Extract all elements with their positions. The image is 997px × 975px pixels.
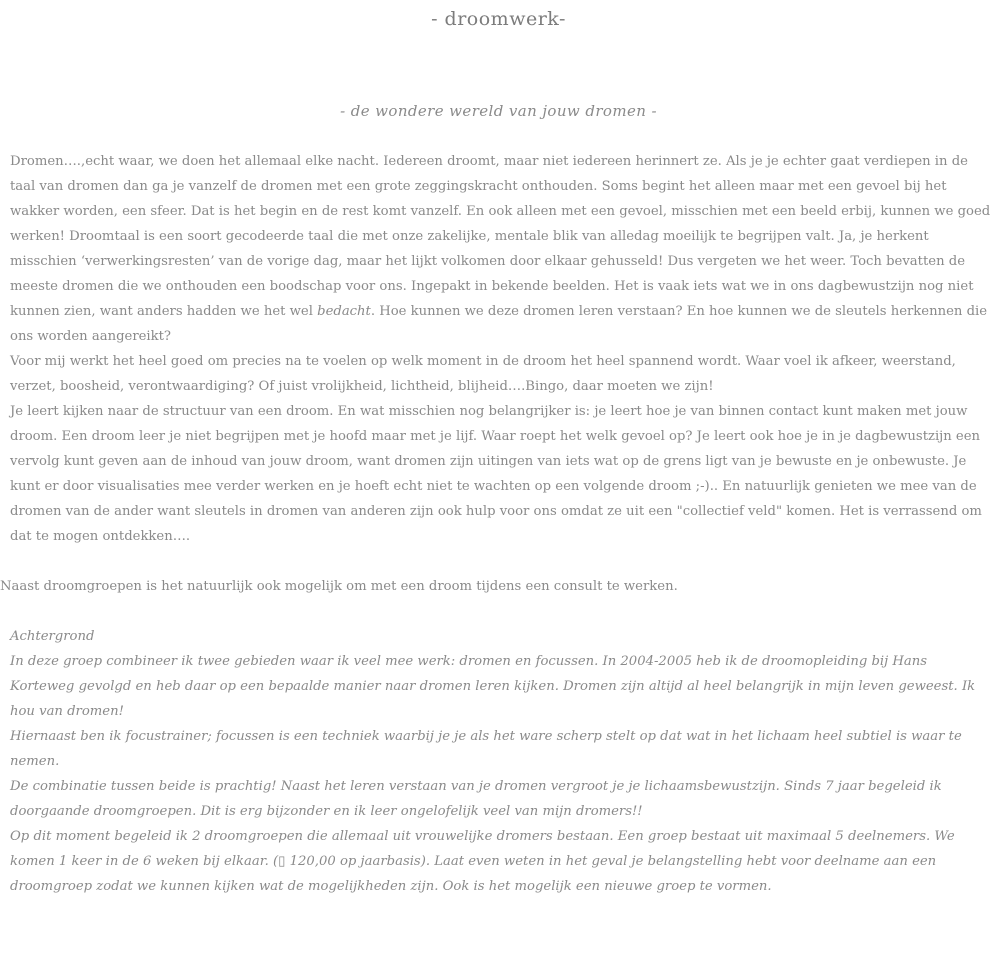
background-paragraph-3: De combinatie tussen beide is prachtig! Naast het leren verstaan van je dromen vergroot je je lichaamsbewustzijn. Sinds 7 jaar begeleid ik doorgaande droomgroepen. Dit is erg bijzonder en ik leer ongelofelijk veel van mijn dromers!!: [10, 779, 942, 819]
consult-paragraph: Naast droomgroepen is het natuurlijk ook mogelijk om met een droom tijdens een consult te werken.: [0, 579, 678, 594]
intro-text: [10, 149, 992, 549]
intro-paragraph-2: Voor mij werkt het heel goed om precies na te voelen op welk moment in de droom het heel spannend wordt. Waar voel ik afkeer, weerstand, verzet, boosheid, verontwaardiging? Of juist vrolijkheid, lichtheid, blijheid….Bingo, daar moeten we zijn!: [10, 354, 956, 394]
intro-paragraph-1-end: . Hoe kunnen we deze dromen leren verstaan? En hoe kunnen we de sleutels herkennen die ons worden aangereikt?: [10, 304, 988, 344]
page-subtitle: - de wondere wereld van jouw dromen -: [340, 102, 657, 120]
background-paragraph-4: Op dit moment begeleid ik 2 droomgroepen die allemaal uit vrouwelijke dromers bestaan. Een groep bestaat uit maximaal 5 deelnemers. We komen 1 keer in de 6 weken bij elkaar. (▯ 120,00 op jaarbasis). Laat even weten in het geval je belangstelling hebt voor deelname aan een droomgroep zodat we kunnen kijken wat de mogelijkheden zijn. Ook is het mogelijk een nieuwe groep te vormen.: [10, 829, 955, 894]
background-section: [10, 624, 992, 899]
intro-paragraph-3: Je leert kijken naar de structuur van een droom. En wat misschien nog belangrijker is: je leert hoe je van binnen contact kunt maken met jouw droom. Een droom leer je niet begrijpen met je hoofd maar met je lijf. Waar roept het welk gevoel op? Je leert ook hoe je in je dagbewustzijn een vervolg kunt geven aan de inhoud van jouw droom, want dromen zijn uitingen van iets wat op de grens ligt van je bewuste en je onbewuste. Je kunt er door visualisaties mee verder werken en je hoeft echt niet te wachten op een volgende droom ;-).. En natuurlijk genieten we mee van de dromen van de ander want sleutels in dromen van anderen zijn ook hulp voor ons omdat ze uit een "collectief veld" komen. Het is verrassend om dat te mogen ontdekken….: [10, 404, 982, 544]
site-title: - droomwerk-: [431, 8, 566, 30]
intro-paragraph-1-start: Dromen….,echt waar, we doen het allemaal elke nacht. Iedereen droomt, maar niet iedereen herinnert ze. Als je je echter gaat verdiepen in de taal van dromen dan ga je vanzelf de dromen met een grote zeggingskracht onthouden. Soms begint het alleen maar met een gevoel bij het wakker worden, een sfeer. Dat is het begin en de rest komt vanzelf. En ook alleen met een gevoel, misschien met een beeld erbij, kunnen we goed werken! Droomtaal is een soort gecodeerde taal die met onze zakelijke, mentale blik van alledag moeilijk te begrijpen valt. Ja, je herkent misschien ‘verwerkingsresten’ van de vorige dag, maar het lijkt volkomen door elkaar gehusseld! Dus vergeten we het weer. Toch bevatten de meeste dromen die we onthouden een boodschap voor ons. Ingepakt in bekende beelden. Het is vaak iets wat we in ons dagbewustzijn nog niet kunnen zien, want anders hadden we het wel: [10, 154, 991, 319]
intro-emphasis: bedacht: [317, 304, 371, 319]
background-paragraph-2: Hiernaast ben ik focustrainer; focussen is een techniek waarbij je je als het ware scherp stelt op dat wat in het lichaam heel subtiel is waar te nemen.: [10, 729, 962, 769]
background-paragraph-1: In deze groep combineer ik twee gebieden waar ik veel mee werk: dromen en focussen. In 2004-2005 heb ik de droomopleiding bij Hans Korteweg gevolgd en heb daar op een bepaalde manier naar dromen leren kijken. Dromen zijn altijd al heel belangrijk in mijn leven geweest. Ik hou van dromen!: [10, 654, 976, 719]
intro-paragraph-1: [10, 149, 992, 349]
background-heading: Achtergrond: [10, 629, 95, 644]
